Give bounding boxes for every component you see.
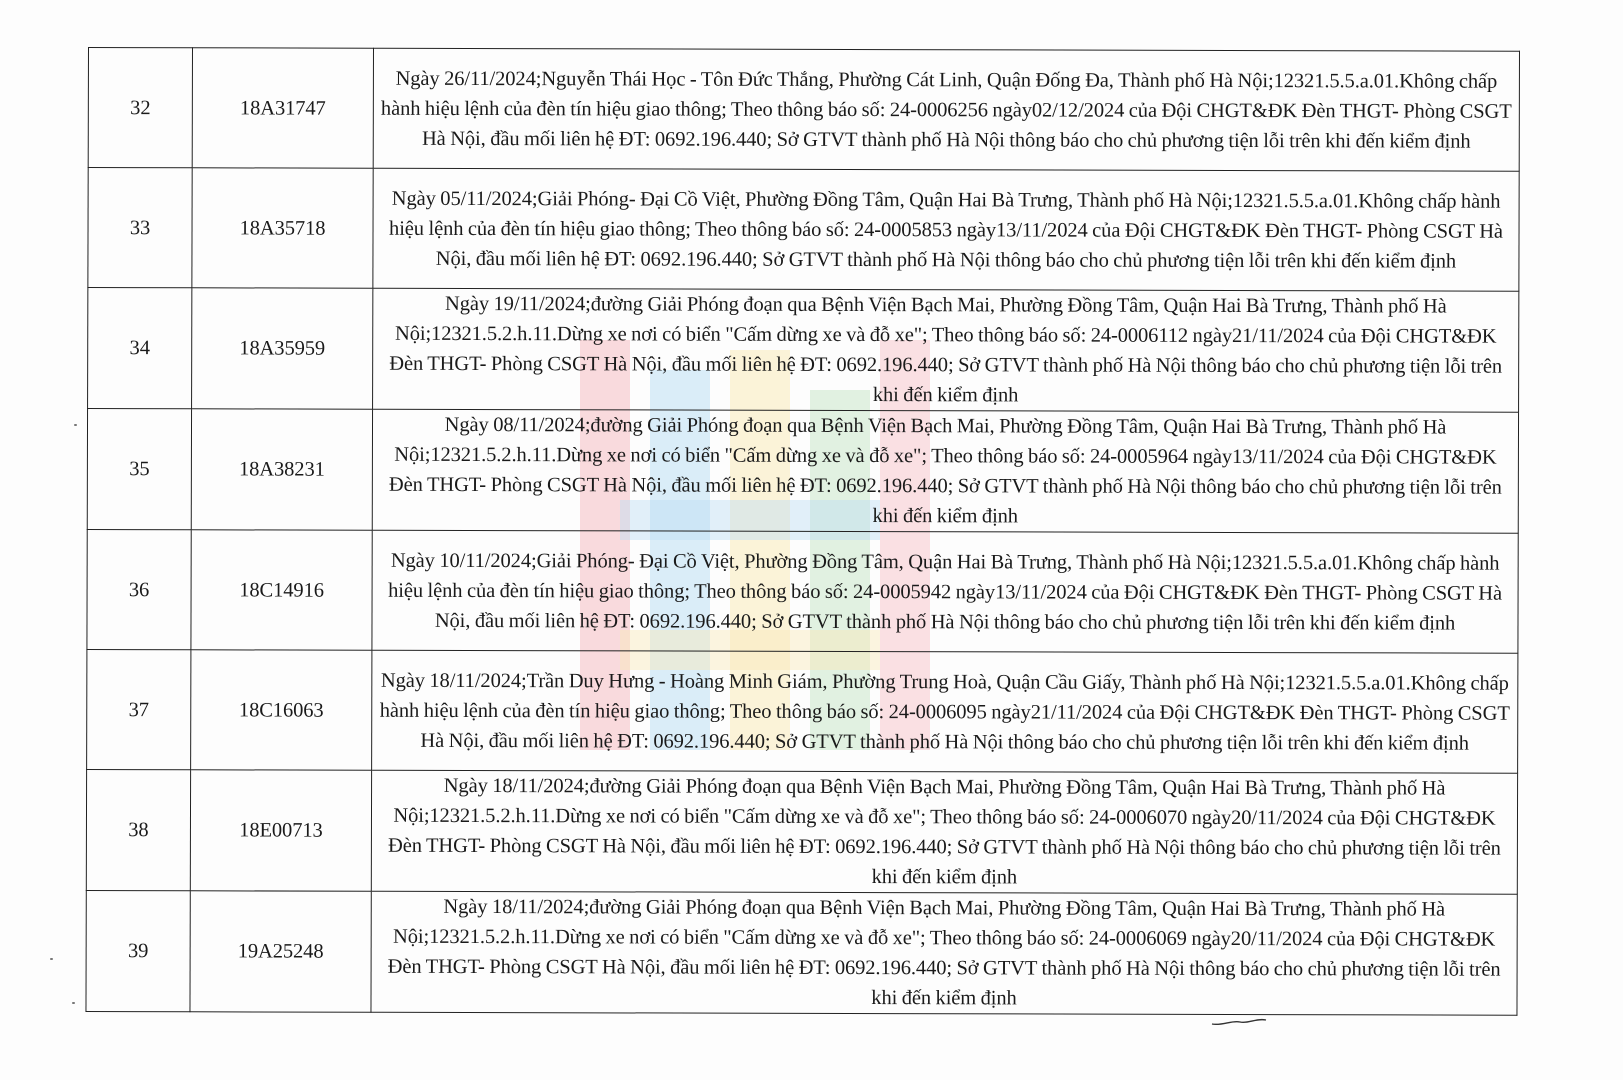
scan-speck [50,958,53,960]
row-number: 37 [87,649,191,769]
license-plate: 18A38231 [191,409,372,530]
scan-speck [74,424,77,426]
violation-description: Ngày 19/11/2024;đường Giải Phóng đoạn qua Bệnh Viện Bạch Mai, Phường Đồng Tâm, Quận Hai Bà Trưng, Thành phố Hà Nội;12321.5.2.h.11.Dừng xe nơi có biển "Cấm dừng xe và đỗ xe"; Theo thông báo số: 24-0006112 ngày21/11/2024 của Đội CHGT&ĐK Đèn THGT- Phòng CSGT Hà Nội, đầu mối liên hệ ĐT: 0692.196.440; Sở GTVT thành phố Hà Nội thông báo cho chủ phương tiện lỗi trên khi đến kiểm định [373,288,1519,412]
violation-table-body [86,48,1520,1016]
row-number: 34 [88,288,192,409]
violation-table [85,47,1520,1016]
violation-description: Ngày 18/11/2024;Trần Duy Hưng - Hoàng Minh Giám, Phường Trung Hoà, Quận Cầu Giấy, Thành phố Hà Nội;12321.5.5.a.01.Không chấp hành hiệu lệnh của đèn tín hiệu giao thông; Theo thông báo số: 24-0006095 ngày21/11/2024 của Đội CHGT&ĐK Đèn THGT- Phòng CSGT Hà Nội, đầu mối liên hệ ĐT: 0692.196.440; Sở GTVT thành phố Hà Nội thông báo cho chủ phương tiện lỗi trên khi đến kiểm định [372,650,1518,773]
license-plate: 19A25248 [190,891,371,1012]
table-row [86,890,1517,1015]
license-plate: 18E00713 [190,770,371,891]
row-number: 38 [86,769,190,890]
violation-description: Ngày 18/11/2024;đường Giải Phóng đoạn qua Bệnh Viện Bạch Mai, Phường Đồng Tâm, Quận Hai Bà Trưng, Thành phố Hà Nội;12321.5.2.h.11.Dừng xe nơi có biển "Cấm dừng xe và đỗ xe"; Theo thông báo số: 24-0006069 ngày20/11/2024 của Đội CHGT&ĐK Đèn THGT- Phòng CSGT Hà Nội, đầu mối liên hệ ĐT: 0692.196.440; Sở GTVT thành phố Hà Nội thông báo cho chủ phương tiện lỗi trên khi đến kiểm định [371,891,1517,1015]
license-plate: 18C14916 [191,530,372,650]
violation-description: Ngày 08/11/2024;đường Giải Phóng đoạn qua Bệnh Viện Bạch Mai, Phường Đồng Tâm, Quận Hai Bà Trưng, Thành phố Hà Nội;12321.5.2.h.11.Dừng xe nơi có biển "Cấm dừng xe và đỗ xe"; Theo thông báo số: 24-0005964 ngày13/11/2024 của Đội CHGT&ĐK Đèn THGT- Phòng CSGT Hà Nội, đầu mối liên hệ ĐT: 0692.196.440; Sở GTVT thành phố Hà Nội thông báo cho chủ phương tiện lỗi trên khi đến kiểm định [372,409,1518,533]
pen-mark-icon [1210,1012,1270,1032]
row-number: 35 [87,409,191,530]
license-plate: 18C16063 [191,650,372,770]
table-row [87,529,1518,653]
table-row [87,649,1518,773]
row-number: 32 [88,48,192,168]
table-row [88,48,1519,172]
violation-description: Ngày 26/11/2024;Nguyễn Thái Học - Tôn Đức Thắng, Phường Cát Linh, Quận Đống Đa, Thành phố Hà Nội;12321.5.5.a.01.Không chấp hành hiệu lệnh của đèn tín hiệu giao thông; Theo thông báo số: 24-0006256 ngày02/12/2024 của Đội CHGT&ĐK Đèn THGT- Phòng CSGT Hà Nội, đầu mối liên hệ ĐT: 0692.196.440; Sở GTVT thành phố Hà Nội thông báo cho chủ phương tiện lỗi trên khi đến kiểm định [373,48,1519,171]
table-row [88,288,1519,413]
table-row [87,409,1518,534]
table-row [86,769,1517,894]
row-number: 33 [88,168,192,288]
violation-description: Ngày 18/11/2024;đường Giải Phóng đoạn qua Bệnh Viện Bạch Mai, Phường Đồng Tâm, Quận Hai Bà Trưng, Thành phố Hà Nội;12321.5.2.h.11.Dừng xe nơi có biển "Cấm dừng xe và đỗ xe"; Theo thông báo số: 24-0006070 ngày20/11/2024 của Đội CHGT&ĐK Đèn THGT- Phòng CSGT Hà Nội, đầu mối liên hệ ĐT: 0692.196.440; Sở GTVT thành phố Hà Nội thông báo cho chủ phương tiện lỗi trên khi đến kiểm định [371,770,1517,894]
violation-description: Ngày 10/11/2024;Giải Phóng- Đại Cồ Việt, Phường Đồng Tâm, Quận Hai Bà Trưng, Thành phố Hà Nội;12321.5.5.a.01.Không chấp hành hiệu lệnh của đèn tín hiệu giao thông; Theo thông báo số: 24-0005942 ngày13/11/2024 của Đội CHGT&ĐK Đèn THGT- Phòng CSGT Hà Nội, đầu mối liên hệ ĐT: 0692.196.440; Sở GTVT thành phố Hà Nội thông báo cho chủ phương tiện lỗi trên khi đến kiểm định [372,530,1518,653]
violation-description: Ngày 05/11/2024;Giải Phóng- Đại Cồ Việt, Phường Đồng Tâm, Quận Hai Bà Trưng, Thành phố Hà Nội;12321.5.5.a.01.Không chấp hành hiệu lệnh của đèn tín hiệu giao thông; Theo thông báo số: 24-0005853 ngày13/11/2024 của Đội CHGT&ĐK Đèn THGT- Phòng CSGT Hà Nội, đầu mối liên hệ ĐT: 0692.196.440; Sở GTVT thành phố Hà Nội thông báo cho chủ phương tiện lỗi trên khi đến kiểm định [373,168,1519,291]
table-row [88,168,1519,292]
row-number: 39 [86,890,190,1011]
license-plate: 18A31747 [192,48,373,168]
row-number: 36 [87,529,191,649]
license-plate: 18A35959 [192,288,373,409]
license-plate: 18A35718 [192,168,373,288]
scan-speck [72,1002,75,1004]
